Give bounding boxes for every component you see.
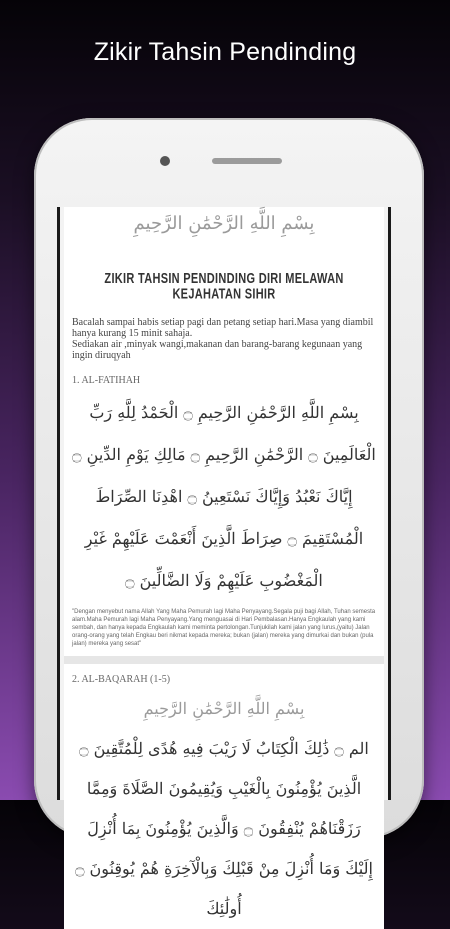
bismillah-calligraphy: بِسْمِ اللَّهِ الرَّحْمَٰنِ الرَّحِيمِ <box>133 213 315 234</box>
page-heading: ZIKIR TAHSIN PENDINDING DIRI MELAWAN KEJAHATAN SIHIR <box>104 271 344 303</box>
app-screen[interactable] <box>57 207 391 918</box>
content-card-baqarah <box>64 664 384 929</box>
promo-title: Zikir Tahsin Pendinding <box>93 38 357 66</box>
bismillah-calligraphy-2: بِسْمِ اللَّهِ الرَّحْمَٰنِ الرَّحِيمِ <box>143 699 305 718</box>
section-label-fatihah: 1. AL-FATIHAH <box>72 375 141 386</box>
section-label-baqarah: 2. AL-BAQARAH (1-5) <box>72 674 171 685</box>
arabic-text-fatihah: بِسْمِ اللَّهِ الرَّحْمَٰنِ الرَّحِيمِ ۝ الْحَمْدُ لِلَّهِ رَبِّ الْعَالَمِينَ ۝ الرَّحْمَٰنِ الرَّحِيمِ ۝ مَالِكِ يَوْمِ الدِّينِ ۝ إِيَّاكَ نَعْبُدُ وَإِيَّاكَ نَسْتَعِينُ ۝ اهْدِنَا الصِّرَاطَ الْمُسْتَقِيمَ ۝ صِرَاطَ الَّذِينَ أَنْعَمْتَ عَلَيْهِمْ غَيْرِ الْمَغْضُوبِ عَلَيْهِمْ وَلَا الضَّالِّينَ ۝ <box>72 403 376 590</box>
intro-text: Bacalah sampai habis setiap pagi dan petang setiap hari.Masa yang diambil hanya kurang 15 minit sahaja. Sediakan air ,minyak wangi,makanan dan barang-barang kegunaan yang ingin diruqyah <box>72 317 374 361</box>
camera-icon <box>160 156 170 166</box>
content-card <box>64 207 384 656</box>
section-divider <box>64 656 384 664</box>
speaker-grille <box>212 158 282 164</box>
arabic-text-baqarah: الم ۝ ذَٰلِكَ الْكِتَابُ لَا رَيْبَ فِيهِ هُدًى لِلْمُتَّقِينَ ۝ الَّذِينَ يُؤْمِنُونَ بِالْغَيْبِ وَيُقِيمُونَ الصَّلَاةَ وَمِمَّا رَزَقْنَاهُمْ يُنْفِقُونَ ۝ وَالَّذِينَ يُؤْمِنُونَ بِمَا أُنْزِلَ إِلَيْكَ وَمَا أُنْزِلَ مِنْ قَبْلِكَ وَبِالْآخِرَةِ هُمْ يُوقِنُونَ ۝ أُولَٰئِكَ <box>75 739 373 918</box>
translation-fatihah: "Dengan menyebut nama Allah Yang Maha Pemurah lagi Maha Penyayang.Segala puji bagi Allah, Tuhan semesta alam.Maha Pemurah lagi Maha Penyayang.Yang menguasai di Hari Pembalasan.Hanya Engkaulah yang kami sembah, dan hanya kepada Engkaulah kami meminta pertolongan.Tunjukilah kami jalan yang lurus,(yaitu) Jalan orang-orang yang telah Engkau beri nikmat kepada mereka; bukan (jalan) mereka yang dimurkai dan bukan (pula jalan) mereka yang sesat" <box>72 609 376 647</box>
